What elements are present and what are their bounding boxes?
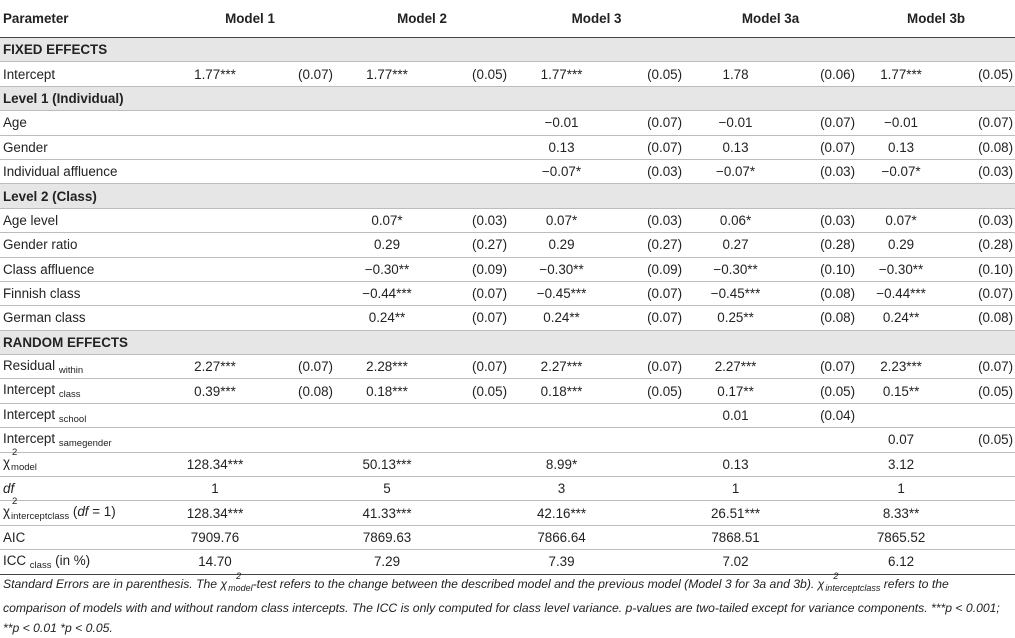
estimate-cell: 0.13 [548, 139, 575, 155]
std-error-cell: (0.07) [647, 139, 683, 155]
std-error-cell [614, 550, 684, 574]
std-error-cell [265, 306, 335, 330]
estimate-cell: 0.29 [888, 237, 915, 253]
estimate-cell: 2.27*** [540, 359, 583, 375]
std-error-cell [265, 452, 335, 476]
std-error-cell: (0.03) [820, 212, 856, 228]
estimate-cell: 128.34*** [186, 505, 244, 521]
std-error-cell [439, 159, 509, 183]
std-error-cell: (0.04) [820, 408, 856, 424]
estimate-cell: −0.45*** [536, 286, 587, 302]
estimate-cell [165, 135, 265, 159]
estimate-cell: 0.01 [722, 408, 749, 424]
estimate-cell: 5 [383, 481, 391, 497]
std-error-cell [439, 428, 509, 452]
estimate-cell: 1.77*** [540, 66, 583, 82]
row-label: Class affluence [3, 261, 95, 277]
estimate-cell [165, 159, 265, 183]
estimate-cell: 1.77*** [366, 66, 408, 82]
std-error-cell [787, 452, 857, 476]
std-error-cell [614, 477, 684, 501]
std-error-cell: (0.03) [978, 164, 1014, 180]
std-error-cell [787, 550, 857, 574]
estimate-cell: 0.07* [545, 212, 578, 228]
std-error-cell: (0.07) [472, 359, 508, 375]
table-row [0, 525, 1015, 549]
std-error-cell: (0.07) [647, 286, 683, 302]
table-row [0, 452, 1015, 476]
row-label: ICC $_{class}$ (in %) [3, 552, 91, 571]
header-model-1: Model 1 [225, 11, 275, 26]
estimate-cell: 0.18*** [366, 383, 408, 399]
std-error-cell: (0.08) [820, 286, 856, 302]
std-error-cell: (0.08) [298, 383, 334, 399]
estimate-cell: −0.07* [716, 164, 756, 180]
std-error-cell [614, 428, 684, 452]
std-error-cell: (0.05) [978, 383, 1014, 399]
estimate-cell: 8.33** [882, 505, 920, 521]
estimate-cell [509, 403, 614, 427]
std-error-cell [439, 403, 509, 427]
row-label: Individual affluence [3, 164, 118, 180]
table-row [0, 403, 1015, 427]
std-error-cell [439, 135, 509, 159]
estimate-cell: 2.28*** [366, 359, 408, 375]
row-label: Residual $_{within}$ [3, 357, 84, 376]
row-label: AIC [3, 530, 26, 545]
row-label: Age level [3, 212, 59, 228]
row-label: Gender [3, 139, 48, 155]
std-error-cell [439, 111, 509, 135]
std-error-cell [265, 159, 335, 183]
estimate-cell [165, 208, 265, 232]
estimate-cell: 7909.76 [190, 530, 240, 545]
std-error-cell: (0.08) [978, 310, 1014, 326]
std-error-cell [787, 501, 857, 525]
std-error-cell [265, 525, 335, 549]
table-row [0, 111, 1015, 135]
std-error-cell [614, 525, 684, 549]
estimate-cell [335, 111, 439, 135]
estimate-cell [165, 306, 265, 330]
std-error-cell [787, 525, 857, 549]
footnote-text: Standard Errors are in parenthesis. The χ [3, 577, 228, 591]
estimate-cell [165, 281, 265, 305]
std-error-cell: (0.07) [820, 115, 856, 131]
estimate-cell: 0.17** [717, 383, 754, 399]
header-model-3: Model 3 [571, 11, 622, 26]
std-error-cell [439, 501, 509, 525]
table-row [0, 306, 1015, 330]
section-label: Level 1 (Individual) [0, 86, 1015, 110]
std-error-cell: (0.07) [472, 286, 508, 302]
estimate-cell: 3.12 [888, 456, 915, 472]
std-error-cell [945, 550, 1015, 574]
table-row [0, 62, 1015, 86]
table-row [0, 135, 1015, 159]
estimate-cell: 0.07* [885, 212, 917, 228]
row-label [0, 496, 165, 525]
std-error-cell [945, 501, 1015, 525]
estimate-cell: 7865.52 [876, 530, 926, 545]
estimate-cell [857, 403, 945, 427]
row-label: Age [3, 115, 27, 131]
estimate-cell: 0.29 [373, 237, 401, 253]
estimate-cell: 128.34*** [186, 456, 244, 472]
std-error-cell [265, 257, 335, 281]
estimate-cell: 1 [731, 481, 740, 497]
std-error-cell [614, 403, 684, 427]
std-error-cell: (0.05) [978, 432, 1014, 448]
std-error-cell: (0.09) [647, 261, 683, 277]
std-error-cell [439, 477, 509, 501]
std-error-cell: (0.07) [647, 310, 683, 326]
estimate-cell: 7866.64 [537, 530, 586, 545]
footnote-text: refers to the comparison of models with and without random class intercepts. The ICC is only computed for class level variance. p-values are two-tailed except for variance components. ***p < 0.001; **p < 0.01 *p < 0.05. [3, 577, 1000, 635]
section-level-2 [0, 184, 1015, 208]
std-error-cell: (0.07) [978, 359, 1014, 375]
table-row [0, 379, 1015, 403]
estimate-cell: 0.29 [548, 237, 575, 253]
estimate-cell: −0.01 [544, 115, 579, 131]
std-error-cell [787, 428, 857, 452]
section-label: Level 2 (Class) [0, 184, 1015, 208]
estimate-cell: −0.07* [881, 164, 921, 180]
section-fixed-effects [0, 38, 1015, 62]
estimate-cell: 8.99* [545, 456, 578, 472]
std-error-cell: (0.08) [978, 139, 1014, 155]
std-error-cell: (0.07) [820, 139, 856, 155]
estimate-cell: 0.25** [717, 310, 754, 326]
std-error-cell [265, 135, 335, 159]
std-error-cell [945, 477, 1015, 501]
estimate-cell [165, 257, 265, 281]
row-label: Finnish class [3, 286, 81, 302]
table-row [0, 257, 1015, 281]
estimate-cell: 0.24** [368, 310, 406, 326]
chi-square-symbol: 2 $_{interceptclass}$ [825, 571, 881, 593]
table-row [0, 233, 1015, 257]
estimate-cell: 0.18*** [540, 383, 583, 399]
estimate-cell: 2.27*** [194, 359, 236, 375]
std-error-cell: (0.03) [647, 164, 683, 180]
std-error-cell: (0.07) [978, 115, 1014, 131]
std-error-cell [265, 403, 335, 427]
std-error-cell [614, 452, 684, 476]
std-error-cell: (0.03) [978, 212, 1014, 228]
estimate-cell: −0.44*** [876, 286, 926, 302]
std-error-cell [265, 477, 335, 501]
estimate-cell: 7.39 [548, 554, 575, 570]
std-error-cell [787, 477, 857, 501]
std-error-cell [265, 550, 335, 574]
estimate-cell [165, 233, 265, 257]
std-error-cell [439, 452, 509, 476]
std-error-cell: (0.05) [820, 383, 856, 399]
estimate-cell: 1 [897, 481, 905, 497]
std-error-cell: (0.05) [472, 383, 508, 399]
std-error-cell: (0.07) [820, 359, 856, 375]
row-label: df [3, 481, 15, 497]
std-error-cell [265, 111, 335, 135]
table-row [0, 355, 1015, 379]
estimate-cell [335, 135, 439, 159]
std-error-cell: (0.08) [820, 310, 856, 326]
section-level-1 [0, 86, 1015, 110]
estimate-cell: −0.44*** [362, 286, 412, 302]
table-footnote [3, 571, 1011, 638]
std-error-cell: (0.03) [647, 212, 683, 228]
estimate-cell: −0.01 [718, 115, 753, 131]
std-error-cell: (0.27) [647, 237, 683, 253]
std-error-cell: (0.28) [978, 237, 1014, 253]
estimate-cell: −0.01 [884, 115, 918, 131]
std-error-cell: (0.03) [820, 164, 856, 180]
section-label: FIXED EFFECTS [0, 38, 1015, 62]
estimate-cell: 0.15** [882, 383, 920, 399]
std-error-cell: (0.10) [978, 261, 1014, 277]
header-model-3b: Model 3b [907, 11, 966, 26]
estimate-cell: 2.27*** [714, 359, 757, 375]
std-error-cell: (0.10) [820, 261, 856, 277]
table-row [0, 428, 1015, 452]
estimate-cell: 6.12 [888, 554, 915, 570]
chi-square-symbol: χ 2 $_{interceptclass}$ [3, 496, 70, 523]
estimate-cell [335, 159, 439, 183]
std-error-cell: (0.07) [647, 359, 683, 375]
table-row [0, 159, 1015, 183]
table-header-row [0, 0, 1015, 38]
estimate-cell: 1 [211, 481, 219, 497]
row-label: Intercept $_{school}$ [3, 406, 87, 425]
estimate-cell: 14.70 [198, 554, 232, 570]
estimate-cell: 0.07 [888, 432, 915, 448]
estimate-cell: 0.13 [888, 139, 915, 155]
estimate-cell: −0.30** [713, 261, 758, 277]
std-error-cell [265, 233, 335, 257]
estimate-cell: 1.77*** [880, 66, 922, 82]
header-parameter: Parameter [3, 11, 69, 26]
std-error-cell: (0.09) [472, 261, 508, 277]
estimate-cell: 2.23*** [880, 359, 922, 375]
std-error-cell [439, 550, 509, 574]
estimate-cell [165, 403, 265, 427]
table-row [0, 477, 1015, 501]
std-error-cell: (0.07) [978, 286, 1014, 302]
row-label [0, 447, 165, 476]
row-label: Intercept $_{class}$ [3, 382, 81, 401]
std-error-cell: (0.07) [298, 359, 334, 375]
estimate-cell [684, 428, 787, 452]
std-error-cell [265, 501, 335, 525]
estimate-cell: 41.33*** [362, 505, 412, 521]
estimate-cell: 7868.51 [711, 530, 760, 545]
estimate-cell: 7.02 [722, 554, 749, 570]
estimate-cell: 0.06* [719, 212, 752, 228]
estimate-cell: 7869.63 [362, 530, 412, 545]
std-error-cell [265, 208, 335, 232]
std-error-cell: (0.03) [472, 212, 508, 228]
row-label: Intercept $_{samegender}$ [3, 430, 112, 449]
estimate-cell: −0.30** [878, 261, 924, 277]
estimate-cell: −0.45*** [710, 286, 761, 302]
std-error-cell: (0.06) [820, 66, 856, 82]
std-error-cell: (0.27) [472, 237, 508, 253]
std-error-cell: (0.05) [472, 66, 508, 82]
std-error-cell: (0.28) [820, 237, 856, 253]
estimate-cell: 0.39*** [194, 383, 236, 399]
std-error-cell: (0.07) [298, 66, 334, 82]
std-error-cell [439, 525, 509, 549]
std-error-cell [945, 452, 1015, 476]
estimate-cell: −0.07* [541, 164, 582, 180]
section-label: RANDOM EFFECTS [0, 330, 1015, 354]
estimate-cell: 0.27 [722, 237, 749, 253]
std-error-cell [265, 281, 335, 305]
row-label-suffix: (in %) [51, 552, 91, 568]
estimate-cell: 50.13*** [362, 456, 412, 472]
estimate-cell: 26.51*** [710, 505, 761, 521]
estimate-cell [165, 428, 265, 452]
estimate-cell: 1.78 [722, 66, 749, 82]
row-label-suffix: (df = 1) [69, 504, 116, 520]
estimate-cell: 0.13 [722, 456, 749, 472]
chi-square-symbol: χ 2 $_{model}$ [3, 447, 37, 474]
estimate-cell: −0.30** [364, 261, 410, 277]
std-error-cell: (0.07) [472, 310, 508, 326]
footnote-text: -test refers to the change between the described model and the previous model (Model 3 for 3a and 3b). χ [252, 577, 825, 591]
std-error-cell [265, 428, 335, 452]
estimate-cell: 3 [557, 481, 566, 497]
estimate-cell: 0.13 [722, 139, 749, 155]
estimate-cell: 42.16*** [536, 505, 587, 521]
table-row [0, 550, 1015, 574]
row-label: Intercept [3, 66, 56, 82]
estimate-cell [509, 428, 614, 452]
std-error-cell: (0.07) [647, 115, 683, 131]
header-model-2: Model 2 [397, 11, 447, 26]
table-row [0, 208, 1015, 232]
estimate-cell [165, 111, 265, 135]
row-label: German class [3, 310, 86, 326]
std-error-cell: (0.05) [647, 66, 683, 82]
std-error-cell [614, 501, 684, 525]
estimate-cell [335, 428, 439, 452]
estimate-cell: −0.30** [539, 261, 584, 277]
header-model-3a: Model 3a [741, 11, 800, 26]
estimate-cell: 0.24** [543, 310, 580, 326]
row-label: Gender ratio [3, 237, 78, 253]
section-random-effects [0, 330, 1015, 354]
std-error-cell [945, 403, 1015, 427]
table-row [0, 501, 1015, 525]
std-error-cell [945, 525, 1015, 549]
estimate-cell: 7.29 [373, 554, 401, 570]
estimate-cell: 0.07* [371, 212, 403, 228]
std-error-cell: (0.05) [647, 383, 683, 399]
chi-square-symbol: 2 $_{model}$ [228, 571, 253, 593]
estimate-cell: 1.77*** [194, 66, 236, 82]
estimate-cell [335, 403, 439, 427]
table-row [0, 281, 1015, 305]
std-error-cell: (0.05) [978, 66, 1014, 82]
estimate-cell: 0.24** [882, 310, 920, 326]
